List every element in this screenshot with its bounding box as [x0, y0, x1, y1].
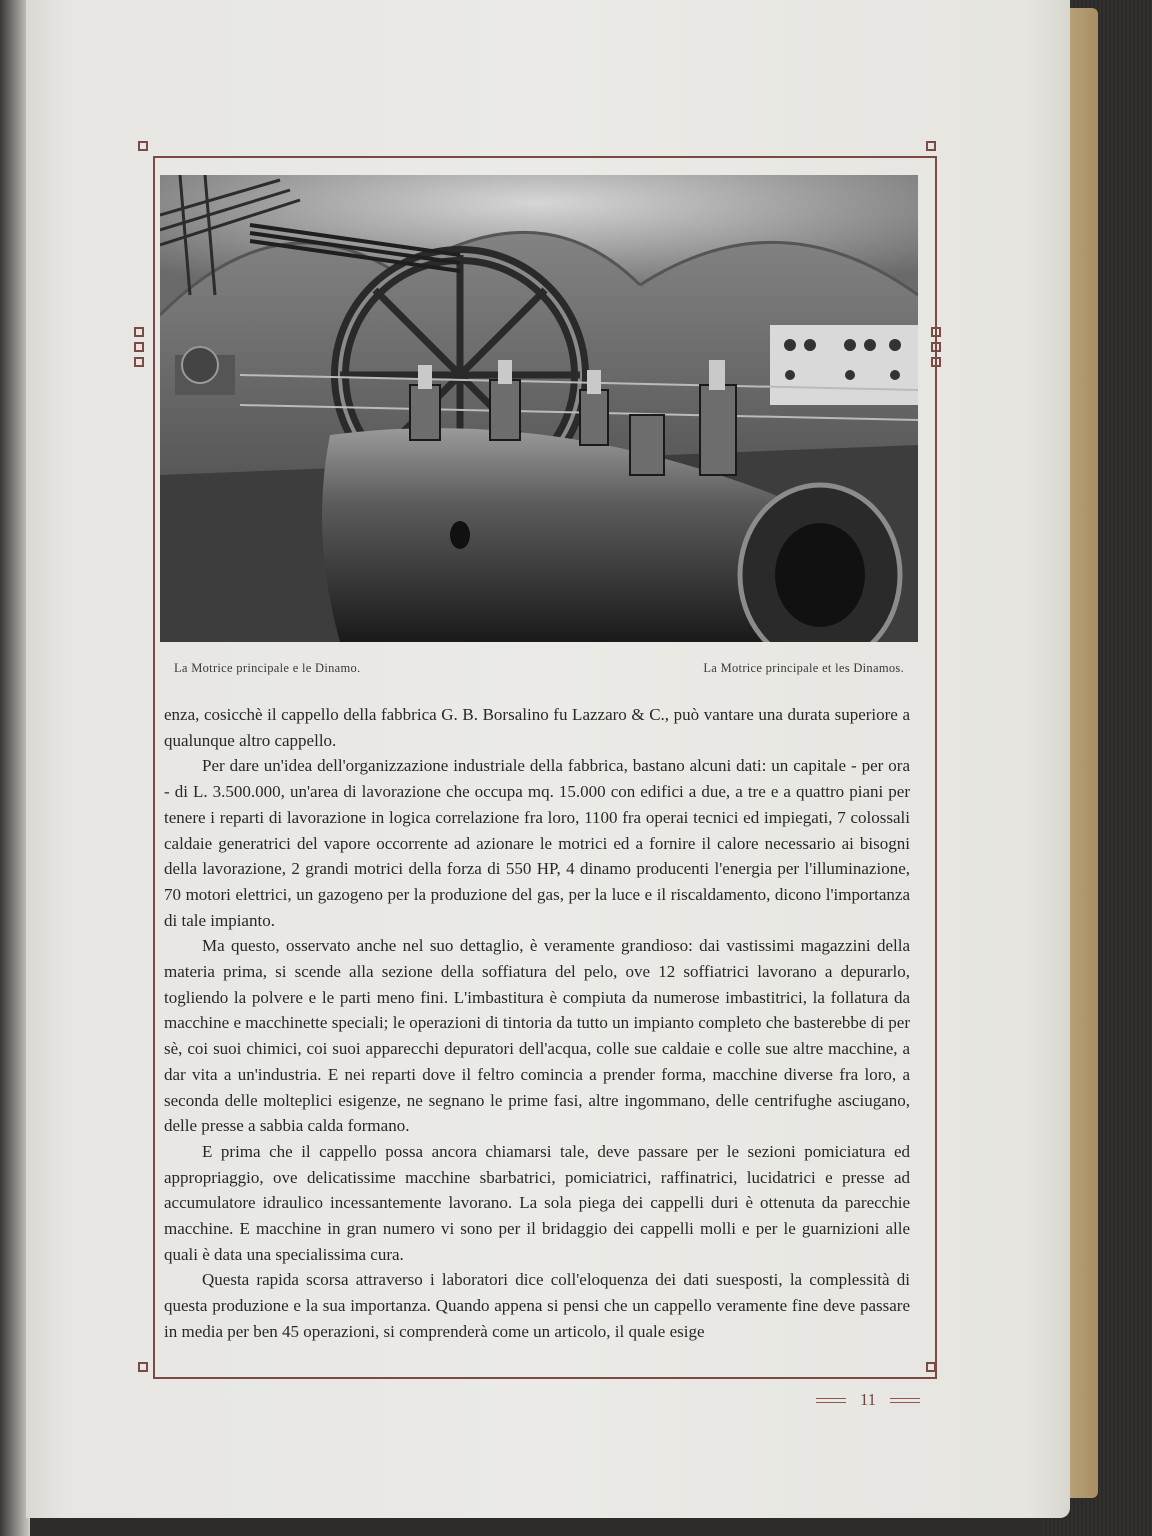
- frame-corner-ornament: [138, 1362, 154, 1378]
- page-number: 11: [859, 1390, 877, 1409]
- frame-corner-ornament: [138, 141, 154, 157]
- frame-corner-ornament: [926, 141, 942, 157]
- paragraph: Per dare un'idea dell'organizzazione industriale della fabbrica, bastano alcuni dati: un capitale - per ora - di L. 3.500.000, un'area di lavorazione che occupa mq. 15.000 con edifici a due, a tre e a quattro piani per tenere i reparti di lavorazione in logica correlazione fra loro, 1100 fra operai tecnici ed impiegati, 7 colossali caldaie generatrici del vapore occorrente ad azionare le motrici ed a fornire il calore necessario ai bisogni della lavorazione, 2 grandi motrici della forza di 550 HP, 4 dinamo producenti l'energia per l'illuminazione, 70 motori elettrici, un gazogeno per la produzione del gas, per la luce e il riscaldamento, dicono l'importanza di tale impianto.: [164, 756, 910, 930]
- frame-left: [153, 156, 155, 1379]
- paragraph: Questa rapida scorsa attraverso i laboratori dice coll'eloquenza dei dati suesposti, la complessità di questa produzione e la sua importanza. Quando appena si pensi che un cappello veramente fine deve passare in media per ben 45 operazioni, si comprenderà come un articolo, il quale esige: [164, 1270, 910, 1341]
- page-number-rule: [816, 1398, 846, 1403]
- paragraph: E prima che il cappello possa ancora chiamarsi tale, deve passare per le sezioni pomiciatura ed appropriaggio, ove delicatissime macchine sbarbatrici, pomiciatrici, raffinatrici, lucidatrici e presse ad accumulatore idraulico incessantemente lavorano. La sola piega dei cappelli duri è ottenuta da parecchie macchine. E macchine in gran numero vi sono per il bridaggio dei cappelli molli e per le guarnizioni alle quali è data una specialissima cura.: [164, 1141, 910, 1264]
- frame-bottom: [153, 1377, 937, 1379]
- caption-french: La Motrice principale et les Dinamos.: [703, 661, 904, 675]
- frame-corner-ornament: [926, 1362, 942, 1378]
- engine-room-image: [160, 175, 918, 642]
- frame-side-ornament: [931, 327, 943, 367]
- page-number-rule: [890, 1398, 920, 1403]
- caption-italian: La Motrice principale e le Dinamo.: [174, 661, 361, 675]
- paragraph: Ma questo, osservato anche nel suo dettaglio, è veramente grandioso: dai vastissimi magazzini della materia prima, si scende alla sezione della soffiatura del pelo, ove 12 soffiatrici lavorano a depurarlo, togliendo la polvere e le parti meno fini. L'imbastitura è compiuta da numerose imbastitrici, la follatura da macchine e macchinette speciali; le operazioni di tintoria da tutto un impianto completo che basterebbe di per sè, coi suoi chimici, coi suoi apparecchi depuratori dell'acqua, colle sue caldaie e colle sue altre macchine, a dar vita a un'industria. E nei reparti dove il feltro comincia a prender forma, macchine diverse fra loro, a seconda delle molteplici esigenze, ne segnano le prime fasi, altre ingommano, delle centrifughe asciugano, delle presse a sabbia calda formano.: [164, 936, 910, 1136]
- frame-top: [153, 156, 937, 158]
- page-number-block: [816, 1388, 920, 1412]
- paragraph: enza, cosicchè il cappello della fabbrica G. B. Borsalino fu Lazzaro & C., può vantare una durata superiore a qualunque altro cappello.: [164, 705, 910, 750]
- engine-room-photograph: [160, 175, 918, 642]
- frame-side-ornament: [134, 327, 146, 367]
- body-text: [164, 702, 910, 1345]
